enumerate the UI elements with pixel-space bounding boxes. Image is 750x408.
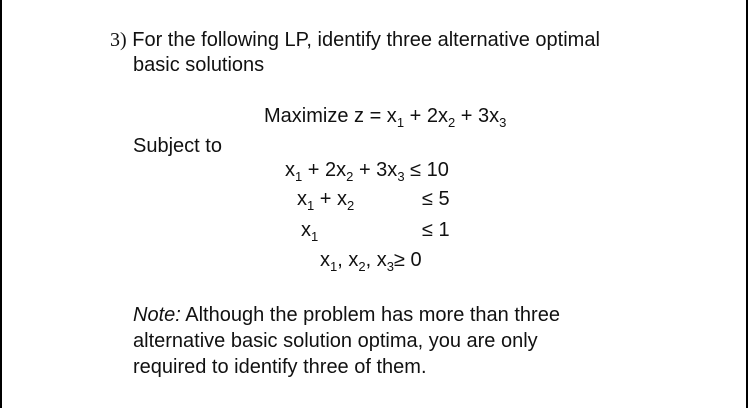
problem-text-line1: For the following LP, identify three alternative optimal (132, 29, 600, 51)
constraint-3-lhs: $x_1$ (301, 219, 319, 244)
constraint-1: $x_1 + 2x_2 + 3x_3 \le 10$ (285, 159, 449, 184)
note-line1: Note: Although the problem has more than three (133, 304, 560, 326)
constraint-3-rhs: ≤ 1 (422, 219, 450, 241)
left-border (0, 0, 2, 408)
right-border (746, 0, 748, 408)
problem-number: 3) (110, 29, 127, 51)
constraint-2-rhs: ≤ 5 (422, 188, 450, 210)
constraint-nonnegativity: $x_1$, $x_2$, $x_3\ge 0$ (320, 249, 422, 274)
note-line3: required to identify three of them. (133, 356, 427, 378)
subject-to-label: Subject to (133, 135, 222, 157)
problem-statement-line1 (110, 28, 600, 52)
objective-function: Maximize $z = x_1 + 2x_2 + 3x_3$ (264, 105, 507, 130)
problem-statement-line2: basic solutions (133, 54, 265, 76)
note-line2: alternative basic solution optima, you are only (133, 330, 538, 352)
note-label: Note: (133, 304, 181, 326)
constraint-2-lhs: $x_1 + x_2$ (297, 188, 355, 213)
